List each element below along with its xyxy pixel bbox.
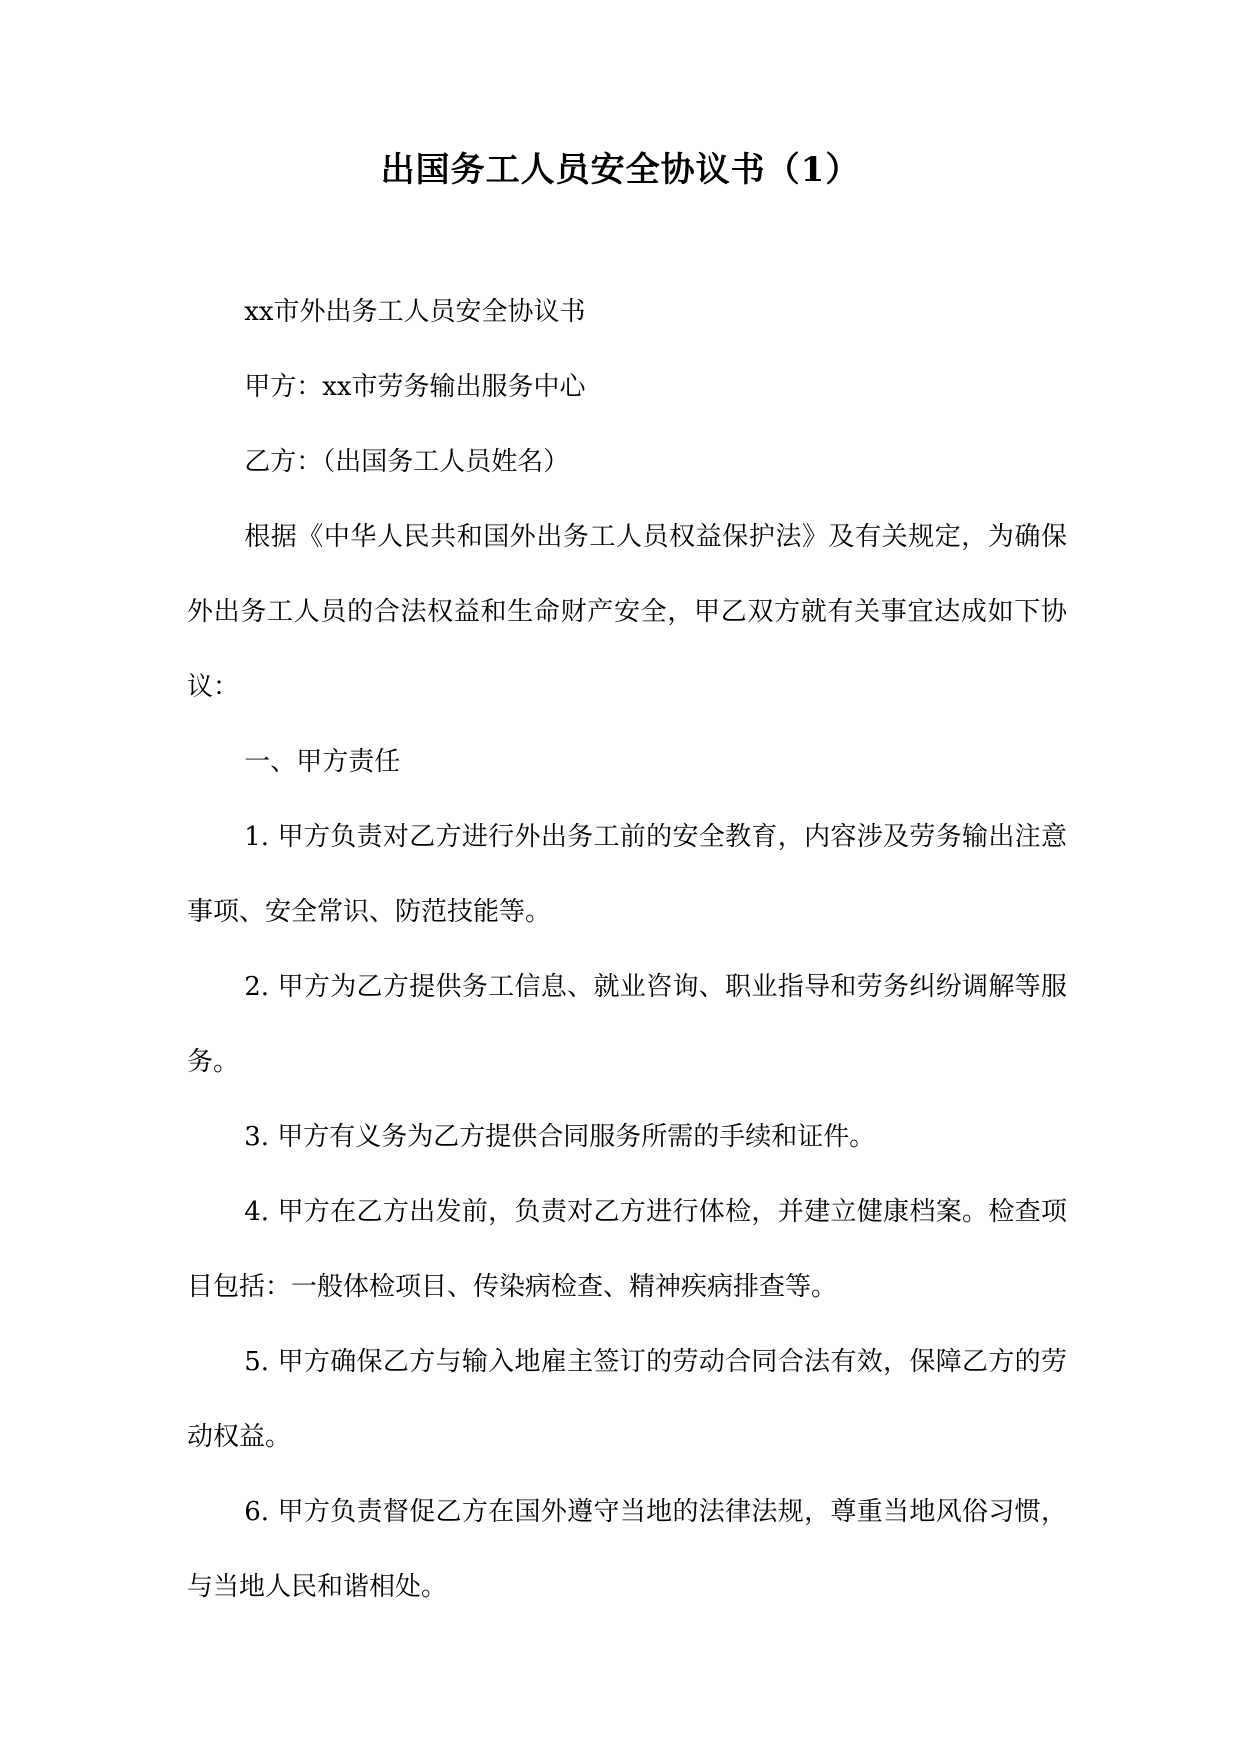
clause-3: 3. 甲方有义务为乙方提供合同服务所需的手续和证件。 bbox=[244, 1122, 876, 1152]
clause-2: 2. 甲方为乙方提供务工信息、就业咨询、职业指导和劳务纠纷调解等服务。 bbox=[187, 972, 1067, 1077]
clause-6: 6. 甲方负责督促乙方在国外遵守当地的法律法规，尊重当地风俗习惯，与当地人民和谐相处。 bbox=[187, 1497, 1067, 1602]
clause-4: 4. 甲方在乙方出发前，负责对乙方进行体检，并建立健康档案。检查项目包括：一般体检项目、传染病检查、精神疾病排查等。 bbox=[187, 1197, 1067, 1302]
clause-1: 1. 甲方负责对乙方进行外出务工前的安全教育，内容涉及劳务输出注意事项、安全常识、防范技能等。 bbox=[187, 822, 1067, 927]
section-heading-party-a-duties: 一、甲方责任 bbox=[244, 747, 401, 777]
paragraph-party-a: 甲方：xx市劳务输出服务中心 bbox=[244, 372, 586, 402]
clause-5: 5. 甲方确保乙方与输入地雇主签订的劳动合同合法有效，保障乙方的劳动权益。 bbox=[187, 1347, 1067, 1452]
paragraph-subtitle: xx市外出务工人员安全协议书 bbox=[244, 297, 586, 327]
paragraph-preamble: 根据《中华人民共和国外出务工人员权益保护法》及有关规定，为确保外出务工人员的合法权益和生命财产安全，甲乙双方就有关事宜达成如下协议： bbox=[187, 522, 1067, 702]
paragraph-party-b: 乙方：（出国务工人员姓名） bbox=[244, 447, 570, 477]
document-title: 出国务工人员安全协议书（1） bbox=[380, 150, 861, 190]
document-body bbox=[187, 275, 1067, 1625]
